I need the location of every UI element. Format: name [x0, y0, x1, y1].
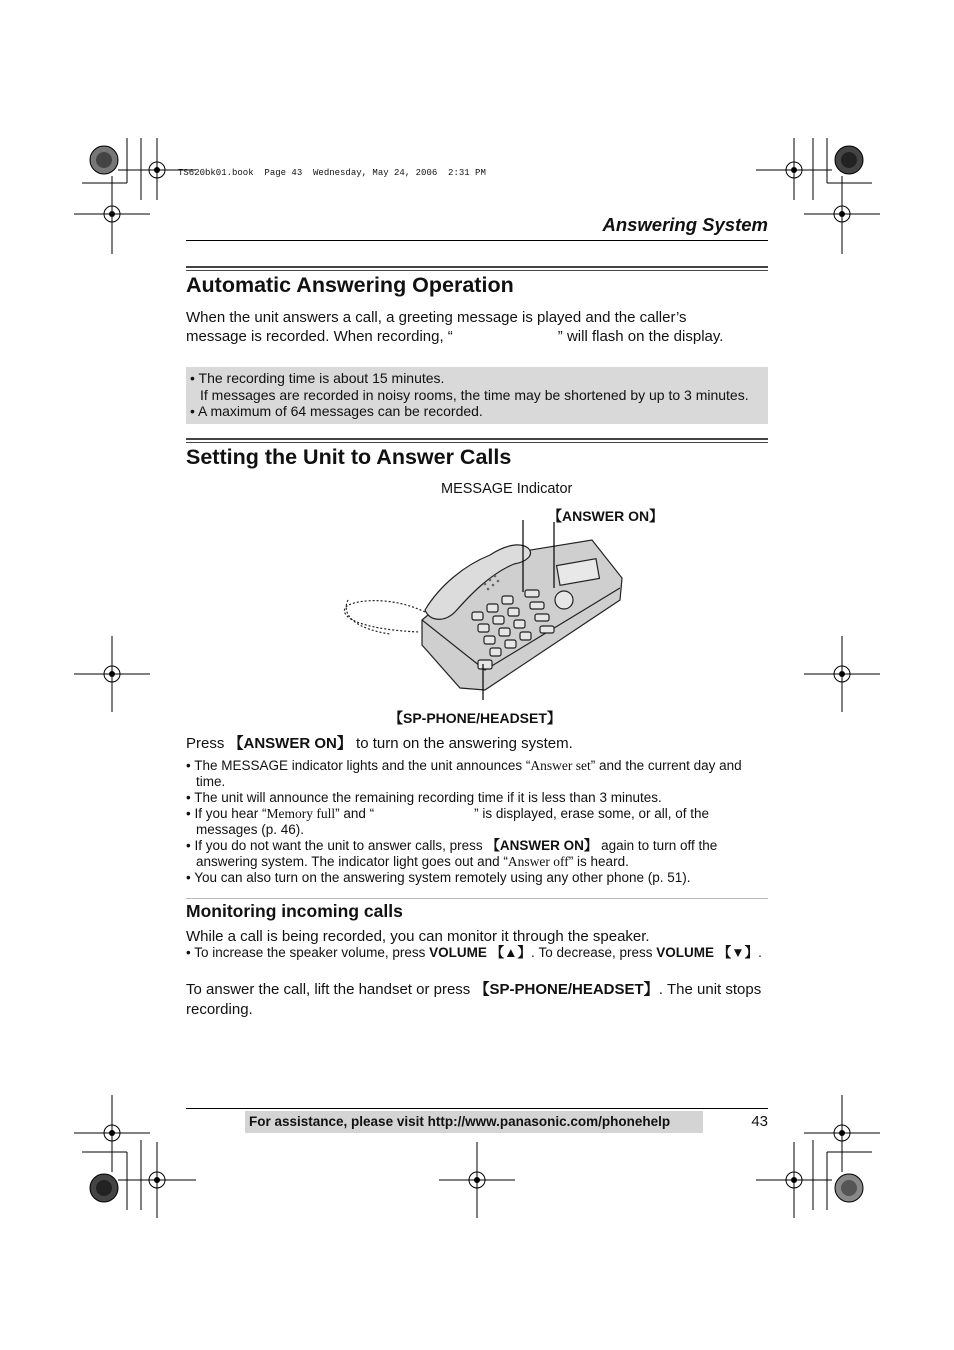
- page-number: 43: [751, 1113, 768, 1130]
- bullet-list: [186, 758, 768, 886]
- section-header: Answering System: [602, 214, 768, 235]
- monitor-intro: While a call is being recorded, you can monitor it through the speaker.: [186, 928, 650, 945]
- header-rule: [186, 240, 768, 241]
- section-title: Automatic Answering Operation: [186, 273, 514, 297]
- phone-illustration: [330, 500, 630, 700]
- list-item: • If you do not want the unit to answer calls, press 【ANSWER ON】 again to turn off the answering system. The indicator light goes out and “Answer off” is heard.: [186, 838, 718, 869]
- volume-bullet: • To increase the speaker volume, press VOLUME 【▲】. To decrease, press VOLUME 【▼】.: [186, 945, 762, 960]
- section-rule: [186, 266, 768, 271]
- book-stamp: TS620bk01.book Page 43 Wednesday, May 24, 2006 2:31 PM: [178, 168, 486, 178]
- subsection-title: Monitoring incoming calls: [186, 901, 403, 921]
- footer-rule: [186, 1108, 768, 1109]
- sp-phone-label: 【SP-PHONE/HEADSET】: [389, 710, 561, 726]
- assistance-banner: For assistance, please visit http://www.panasonic.com/phonehelp: [245, 1111, 703, 1133]
- section-title: Setting the Unit to Answer Calls: [186, 445, 512, 469]
- answer-paragraph: To answer the call, lift the handset or press 【SP-PHONE/HEADSET】. The unit stops recording.: [186, 981, 762, 1018]
- message-indicator-label: MESSAGE Indicator: [441, 481, 573, 497]
- list-item: • The unit will announce the remaining recording time if it is less than 3 minutes.: [186, 790, 662, 805]
- list-item: • You can also turn on the answering system remotely using any other phone (p. 51).: [186, 870, 691, 885]
- note-item: • A maximum of 64 messages can be recorded.: [190, 403, 483, 419]
- note-item: • The recording time is about 15 minutes.: [190, 370, 445, 386]
- list-item: • The MESSAGE indicator lights and the unit announces “Answer set” and the current day and time.: [186, 758, 742, 789]
- subsection-rule: [186, 898, 768, 899]
- press-instruction: Press 【ANSWER ON】 to turn on the answering system.: [186, 735, 573, 752]
- intro-paragraph: When the unit answers a call, a greeting message is played and the caller’s message is recorded. When recording, “ ” will flash on the display.: [186, 309, 724, 345]
- answer-on-label: 【ANSWER ON】: [548, 508, 664, 524]
- note-item: If messages are recorded in noisy rooms, the time may be shortened by up to 3 minutes.: [200, 386, 749, 403]
- section-rule: [186, 438, 768, 443]
- note-box: [186, 367, 768, 424]
- list-item: • If you hear “Memory full” and “ ” is displayed, erase some, or all, of the messages (p. 46).: [186, 806, 710, 837]
